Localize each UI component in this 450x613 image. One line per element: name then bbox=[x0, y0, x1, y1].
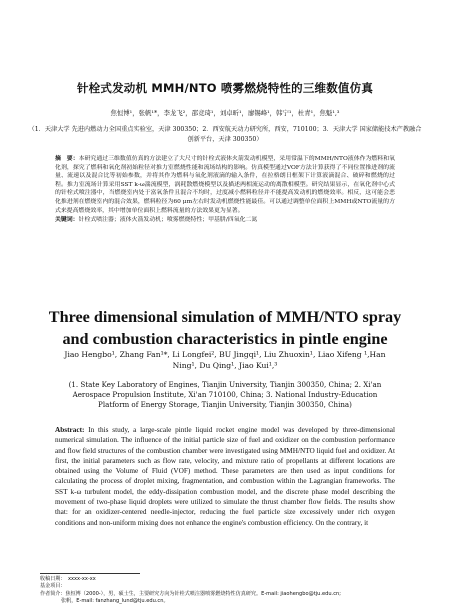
footnote bbox=[40, 576, 420, 606]
footnote-received: 收稿日期： xxxx-xx-xx bbox=[40, 576, 96, 582]
english-authors: Jiao Hengbo¹, Zhang Fan¹*, Li Longfei², BU Jingqi¹, Liu Zhuoxin¹, Liao Xifeng ¹,Han Ning¹, Du Qing¹, Jiao Kui¹,³ bbox=[64, 350, 386, 370]
chinese-abstract bbox=[55, 155, 395, 225]
footnote-author-intro: 作者简介：焦恒博（2000-），男，硕士生，主要研究方向为针栓式喷注器喷雾燃烧特性仿真研究。E-mail: jiaohengbo@tju.edu.cn; bbox=[40, 590, 341, 597]
footnote-divider bbox=[40, 573, 140, 574]
chinese-keywords-text: 针栓式喷注器；液体火箭发动机；喷雾燃烧特性；甲基肼/四氧化二氮 bbox=[78, 217, 258, 224]
english-title: Three dimensional simulation of MMH/NTO spray and combustion characteristics in pintle engine bbox=[48, 308, 402, 348]
english-abstract-label: Abstract: bbox=[55, 426, 85, 434]
chinese-keywords-label: 关键词： bbox=[55, 217, 79, 224]
chinese-affiliation: （1．天津大学 先进内燃动力全国重点实验室，天津 300350；2．西安航天动力研究所，西安，710100；3．天津大学 国家储能技术产教融合创新平台，天津 300350） bbox=[28, 126, 422, 143]
footnote-funding: 基金项目： bbox=[40, 583, 66, 590]
chinese-authors: 焦恒博¹，张帆¹*，李龙飞²，邵竞琦¹，刘卓昕¹，廖锡峰¹，韩宁¹，杜青¹，焦魁¹,³ bbox=[110, 109, 340, 117]
chinese-abstract-label: 摘 要： bbox=[55, 156, 79, 162]
english-abstract bbox=[55, 425, 395, 528]
chinese-keywords bbox=[55, 216, 395, 225]
chinese-title: 针栓式发动机 MMH/NTO 喷雾燃烧特性的三维数值仿真 bbox=[76, 81, 374, 95]
chinese-abstract-text: 本研究通过三维数值仿真的方法建立了大尺寸的针栓式液体火箭发动机模型，采用常温下的MMH/NTO液体作为燃料和氧化剂，探究了燃料和氧化剂初始粒径对推力室燃烧性能和流场结构的影响。仿真模型通过VOF方法计算获得了不同位置推进剂的流量、流速以及混合比等初始参数，并将其作为燃料与氧化剂液滴的输入条件，在拉格朗日框架下计算液滴混合、破碎和燃烧的过程。推力室流场计算采用SST k-ω湍流模型，涡耗散燃烧模型以及描述两相流运动的离散相模型。研究结果显示，在氧化剂中心式的针栓式喷注器中，当燃烧室内处于富氧条件且混合不均时，过度减小燃料粒径并不能提高发动机的燃烧效率。相反，这可能会恶化推进剂在燃烧室内的混合效果，燃料粒径为60 μm左右时发动机燃烧性能最佳。可以通过调整单位面积上MMH或NTO流量的方式来提高燃烧效率，其中增加单位面积上燃料流量的方法效果更为显著。 bbox=[55, 156, 395, 214]
footnote-author-intro-2: 张帆，E-mail: fanzhang_lund@tju.edu.cn。 bbox=[61, 598, 169, 605]
english-affiliation: (1. State Key Laboratory of Engines, Tianjin University, Tianjin 300350, China; 2. Xi'an Aerospace Propulsion Institute, Xi'an 710100, China; 3. National Industry-Education Platform of Energy Storage, Tianjin University, Tianjin 300350, China) bbox=[68, 380, 382, 410]
english-abstract-text: In this study, a large-scale pintle liquid rocket engine model was developed by three-dimensional numerical simulation. The influence of the initial particle size of fuel and oxidizer on the combustion performance and flow field structures of the combustion chamber were investigated using MMH/NTO liquid fuel and oxidizer. At first, the initial parameters such as flow rate, velocity, and mixture ratio of propellants at different locations are obtained using the Volume of Fluid (VOF) method. These parameters are then used as input conditions for calculating the process of droplet mixing, fragmentation, and combustion within the Lagrangian frameworks. The SST k-ω turbulent model, the eddy-dissipation combustion model, and the discrete phase model describing the movement of two-phase liquid droplets were utilized to simulate the thrust chamber flow fields. The results show that: for an oxidizer-centered needle-injector, reducing the fuel particle size excessively under rich oxygen conditions and non-uniform mixing does not enhance the engine's combustion efficiency. On the contrary, it bbox=[55, 426, 395, 527]
